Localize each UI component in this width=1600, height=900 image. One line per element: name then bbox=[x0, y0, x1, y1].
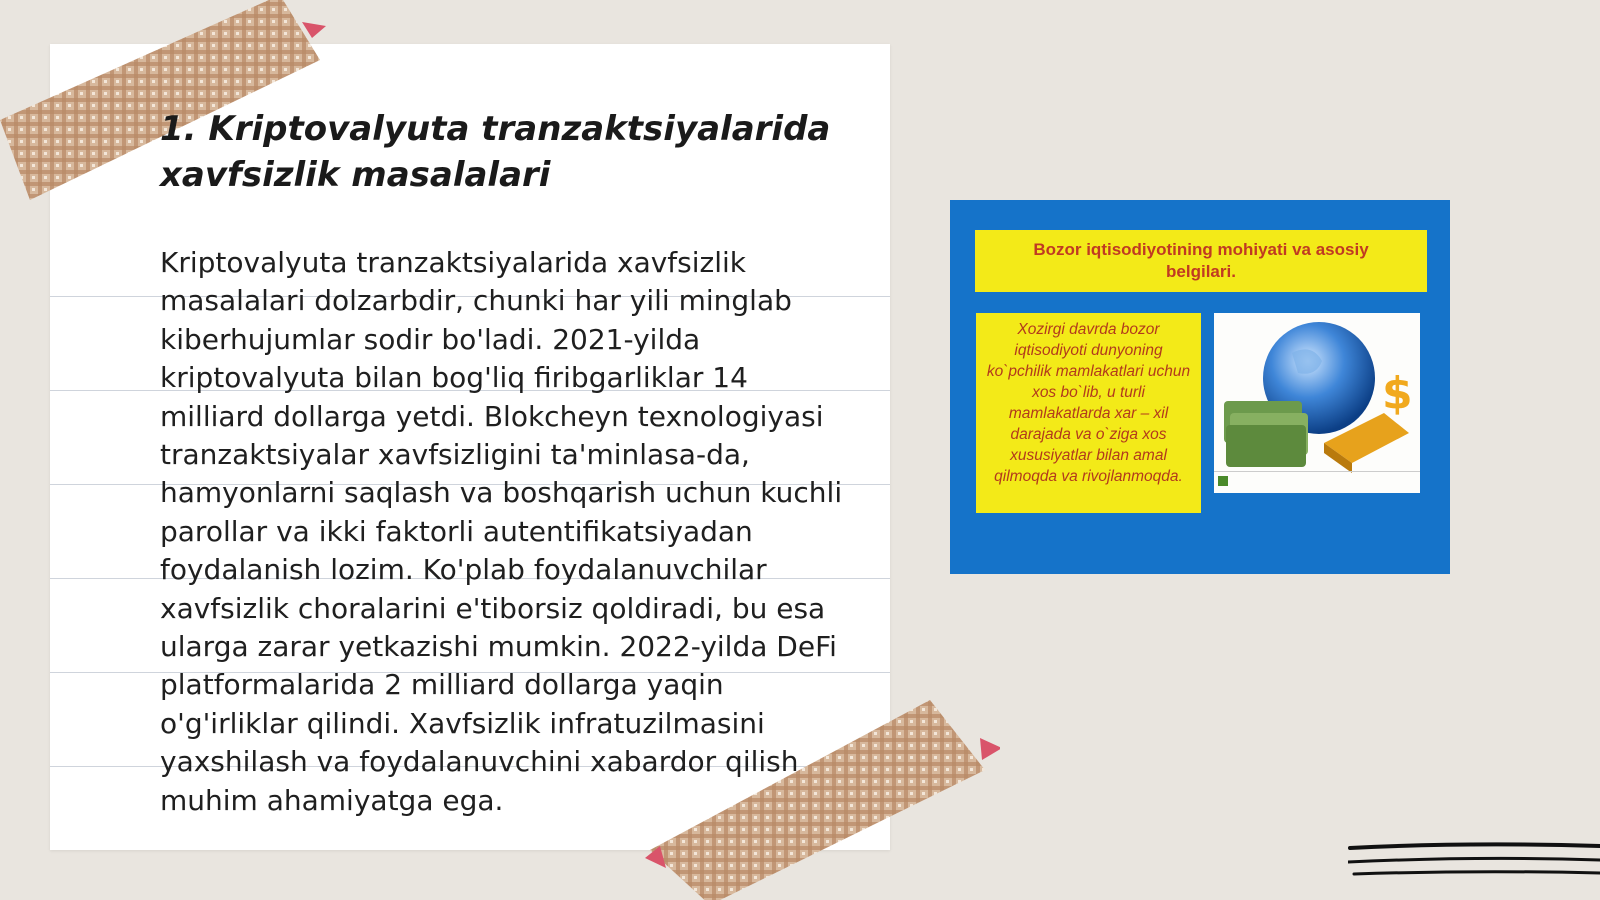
decorative-scribble bbox=[1348, 840, 1600, 890]
slide-title: 1. Kriptovalyuta tranzaktsiyalarida xavfsizlik masalalari bbox=[160, 109, 831, 195]
embedded-slide-image bbox=[950, 200, 1450, 574]
globe-money-icon bbox=[1214, 313, 1420, 493]
image-text-box: Xozirgi davrda bozor iqtisodiyoti dunyoning ko`pchilik mamlakatlari uchun xos bo`lib, u turli mamlakatlarda xar – xil darajada va o`ziga xos xususiyatlar bilan amal qilmoqda va rivojlanmoqda. bbox=[976, 313, 1201, 513]
image-header: Bozor iqtisodiyotining mohiyati va asosiy belgilari. bbox=[975, 230, 1427, 292]
slide-body-text: Kriptovalyuta tranzaktsiyalarida xavfsizlik masalalari dolzarbdir, chunki har yili minglab kiberhujumlar sodir bo'ladi. 2021-yilda kriptovalyuta bilan bog'liq firibgarliklar 14 milliard dollarga yetdi. Blokcheyn texnologiyasi tranzaktsiyalar xavfsizligini ta'minlasa-da, hamyonlarni saqlash va boshqarish uchun kuchli parollar va ikki faktorli autentifikatsiyadan foydalanish lozim. Ko'plab foydalanuvchilar xavfsizlik choralarini e'tiborsiz qoldiradi, bu esa ularga zarar yetkazishi mumkin. 2022-yilda DeFi platformalarida 2 milliard dollarga yaqin o'g'irliklar qilindi. Xavfsizlik infratuzilmasini yaxshilash va foydalanuvchini xabardor qilish muhim ahamiyatga ega. bbox=[160, 246, 843, 817]
globe-money-icon-graphic bbox=[1214, 313, 1420, 493]
svg-text:$: $ bbox=[1382, 368, 1413, 419]
